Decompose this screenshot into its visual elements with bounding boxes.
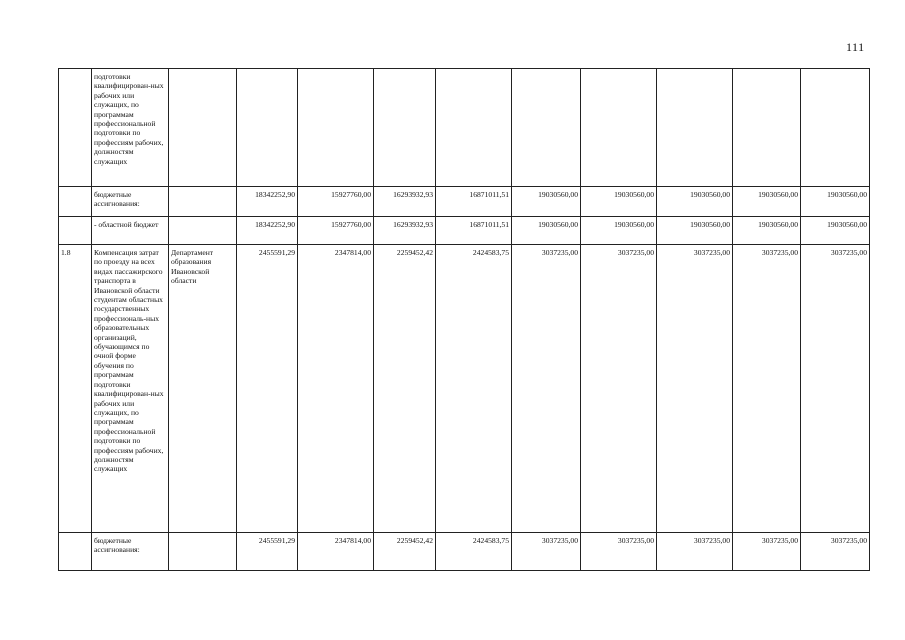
amount-cell: 18342252,90 [237,187,298,217]
amount-cell: 16293932,93 [374,187,436,217]
row-index-cell [59,187,92,217]
amount-cell: 3037235,00 [657,533,733,571]
amount-cell [374,69,436,187]
amount-cell: 3037235,00 [657,245,733,533]
amount-cell: 16871011,51 [436,187,512,217]
amount-cell [298,69,374,187]
row-executor-cell [169,217,237,245]
row-index-cell: 1.8 [59,245,92,533]
amount-cell [512,69,581,187]
amount-cell [237,69,298,187]
amount-cell: 19030560,00 [801,187,870,217]
amount-cell: 3037235,00 [801,245,870,533]
amount-cell: 19030560,00 [733,217,801,245]
amount-cell: 3037235,00 [733,245,801,533]
amount-cell: 19030560,00 [657,217,733,245]
amount-cell: 3037235,00 [733,533,801,571]
amount-cell: 19030560,00 [512,187,581,217]
amount-cell: 19030560,00 [801,217,870,245]
amount-cell: 2424583,75 [436,533,512,571]
row-name-cell: Компенсация затрат по проезду на всех видах пассажирского транспорта в Ивановской области студентам областных государственных профессиональ-ных образовательных организаций, обучающимся по очной форме обучения по программам подготовки квалифицирован-ных рабочих или служащих, по программам профессиональной подготовки по профессиям рабочих, должностям служащих [92,245,169,533]
amount-cell: 3037235,00 [512,533,581,571]
row-name-cell: - областной бюджет [92,217,169,245]
row-name-cell: подготовки квалифицирован-ных рабочих или служащих, по программам профессиональной подготовки по профессиям рабочих, должностям служащих [92,69,169,187]
amount-cell: 2455591,29 [237,245,298,533]
amount-cell: 19030560,00 [581,217,657,245]
table-row [59,245,870,533]
row-executor-cell [169,69,237,187]
amount-cell: 16871011,51 [436,217,512,245]
amount-cell: 2424583,75 [436,245,512,533]
amount-cell [801,69,870,187]
amount-cell: 2347814,00 [298,533,374,571]
amount-cell: 18342252,90 [237,217,298,245]
amount-cell: 19030560,00 [581,187,657,217]
table-row [59,69,870,187]
table-row [59,533,870,571]
amount-cell [581,69,657,187]
amount-cell: 19030560,00 [512,217,581,245]
amount-cell: 2455591,29 [237,533,298,571]
amount-cell: 19030560,00 [657,187,733,217]
table-row [59,217,870,245]
row-executor-cell [169,187,237,217]
row-name-cell: бюджетные ассигнования: [92,187,169,217]
amount-cell: 2259452,42 [374,533,436,571]
row-executor-cell: Департамент образования Ивановской области [169,245,237,533]
table-row [59,187,870,217]
amount-cell: 3037235,00 [581,245,657,533]
row-index-cell [59,217,92,245]
amount-cell [657,69,733,187]
amount-cell [436,69,512,187]
amount-cell: 3037235,00 [801,533,870,571]
amount-cell: 16293932,93 [374,217,436,245]
row-executor-cell [169,533,237,571]
amount-cell: 15927760,00 [298,187,374,217]
budget-table [58,68,870,571]
amount-cell: 15927760,00 [298,217,374,245]
amount-cell: 3037235,00 [581,533,657,571]
row-name-cell: бюджетные ассигнования: [92,533,169,571]
row-index-cell [59,533,92,571]
row-index-cell [59,69,92,187]
amount-cell: 19030560,00 [733,187,801,217]
amount-cell: 3037235,00 [512,245,581,533]
page-number: 111 [846,40,865,54]
amount-cell: 2259452,42 [374,245,436,533]
amount-cell: 2347814,00 [298,245,374,533]
amount-cell [733,69,801,187]
